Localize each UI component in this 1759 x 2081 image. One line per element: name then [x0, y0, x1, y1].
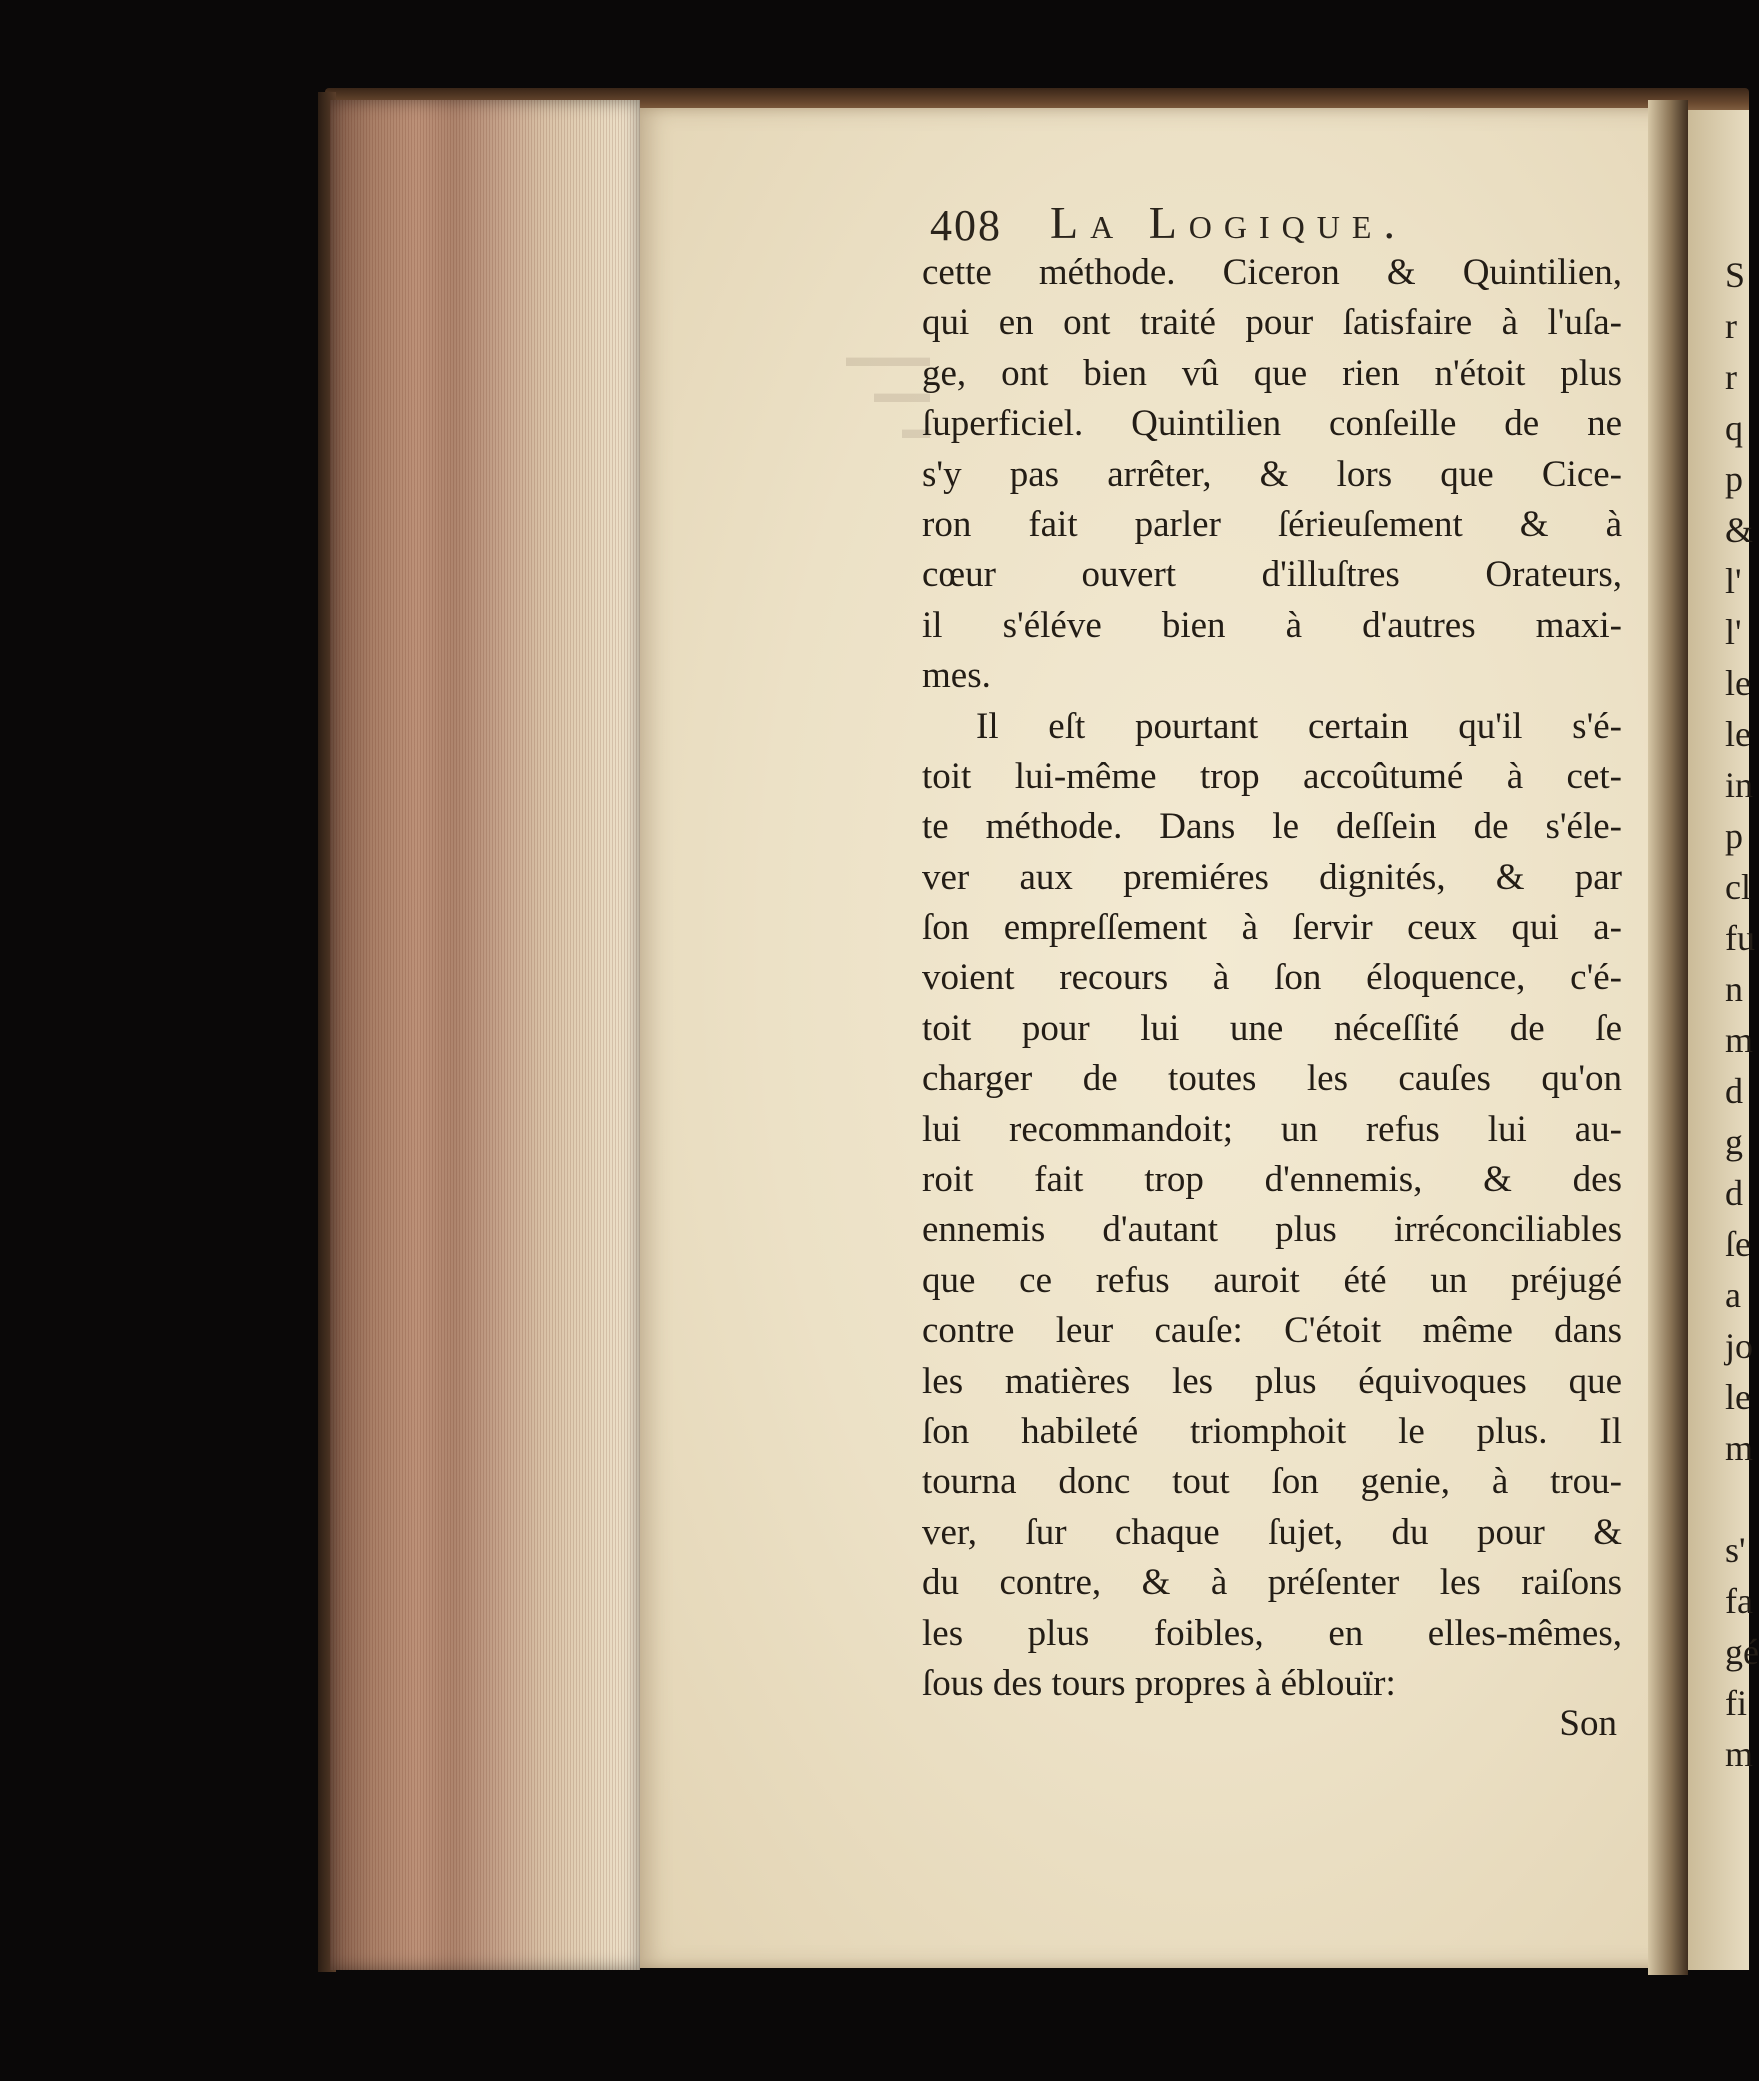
facing-page-fragment: jo — [1725, 1326, 1754, 1366]
facing-page-fragment: a — [1725, 1275, 1741, 1315]
catchword: Son — [1559, 1703, 1617, 1744]
facing-page-fragment: & — [1725, 510, 1754, 550]
facing-page-fragment: s' — [1725, 1530, 1746, 1570]
text-line: voient recours à ſon éloquence, c'é- — [922, 957, 1622, 999]
running-title: La Logique. — [1050, 197, 1407, 248]
text-line: mes. — [922, 655, 991, 697]
text-line: ſuperficiel. Quintilien conſeille de ne — [922, 403, 1622, 445]
facing-page-fragment: fi — [1725, 1683, 1747, 1723]
text-line: du contre, & à préſenter les raiſons — [922, 1562, 1622, 1604]
text-line: ron fait parler ſérieuſement & à — [922, 503, 1622, 545]
facing-page-fragment: m — [1725, 1428, 1754, 1468]
facing-page-fragment: m — [1725, 1020, 1754, 1060]
text-line: contre leur cauſe: C'étoit même dans — [922, 1310, 1622, 1352]
facing-page-fragment: cl — [1725, 867, 1751, 907]
facing-page-fragment: p — [1725, 459, 1743, 499]
page-body-text — [922, 248, 1622, 1709]
text-line: lui recommandoit; un refus lui au- — [922, 1108, 1622, 1150]
facing-page-fragment: ſe — [1725, 1224, 1751, 1264]
text-line: toit lui-même trop accoûtumé à cet- — [922, 755, 1622, 797]
text-line: tourna donc tout ſon genie, à trou- — [922, 1461, 1622, 1503]
facing-page-fragment: S — [1725, 255, 1746, 295]
facing-page-fragment — [1725, 1474, 1755, 1525]
facing-page-fragment: in — [1725, 765, 1754, 805]
facing-page-fragment: r — [1725, 306, 1737, 346]
text-line: que ce refus auroit été un préjugé — [922, 1259, 1622, 1301]
facing-page-fragment: d — [1725, 1071, 1743, 1111]
facing-page-fragment: l' — [1725, 612, 1742, 652]
facing-page-fragment: fu — [1725, 918, 1755, 958]
text-line: s'y pas arrêter, & lors que Cice- — [922, 453, 1622, 495]
facing-page-fragment: p — [1725, 816, 1743, 856]
text-line: te méthode. Dans le deſſein de s'éle- — [922, 806, 1622, 848]
text-line: qui en ont traité pour ſatisfaire à l'uſa- — [922, 302, 1622, 344]
facing-page-fragment: r — [1725, 357, 1737, 397]
text-line: toit pour lui une néceſſité de ſe — [922, 1007, 1622, 1049]
text-line: Il eſt pourtant certain qu'il s'é- — [976, 705, 1622, 747]
facing-page-fragment: q — [1725, 408, 1743, 448]
text-line: il s'éléve bien à d'autres maxi- — [922, 604, 1622, 646]
text-line: ſon empreſſement à ſervir ceux qui a- — [922, 907, 1622, 949]
facing-page-fragment: d — [1725, 1173, 1743, 1213]
facing-page-text-fragments — [1725, 250, 1759, 1780]
text-line: les plus foibles, en elles-mêmes, — [922, 1612, 1622, 1654]
book-gutter — [1648, 100, 1688, 1975]
text-line: ge, ont bien vû que rien n'étoit plus — [922, 352, 1622, 394]
facing-page-fragment: n — [1725, 969, 1743, 1009]
text-line: ver aux premiéres dignités, & par — [922, 856, 1622, 898]
text-line: ver, ſur chaque ſujet, du pour & — [922, 1511, 1622, 1553]
text-line: cœur ouvert d'illuſtres Orateurs, — [922, 554, 1622, 596]
text-line: ſon habileté triomphoit le plus. Il — [922, 1410, 1622, 1452]
facing-page-fragment: g — [1725, 1122, 1743, 1162]
facing-page-fragment: l' — [1725, 561, 1742, 601]
show-through-text: ▬▬▬ ▬▬ ▬ — [846, 342, 930, 445]
facing-page-fragment: m — [1725, 1734, 1754, 1774]
text-line: cette méthode. Ciceron & Quintilien, — [922, 252, 1622, 293]
page-number: 408 — [930, 201, 1002, 250]
facing-page-fragment: le — [1725, 1377, 1751, 1417]
text-line: les matières les plus équivoques que — [922, 1360, 1622, 1402]
facing-page-fragment: gé — [1725, 1632, 1759, 1672]
text-line: ennemis d'autant plus irréconciliables — [922, 1209, 1622, 1251]
text-line: ſous des tours propres à éblouïr: — [922, 1662, 1396, 1704]
page-edges — [330, 100, 640, 1970]
text-line: roit fait trop d'ennemis, & des — [922, 1159, 1622, 1201]
running-head — [930, 190, 1630, 250]
facing-page-fragment: le — [1725, 663, 1751, 703]
facing-page-fragment: le — [1725, 714, 1751, 754]
text-line: charger de toutes les cauſes qu'on — [922, 1058, 1622, 1100]
facing-page-fragment: fa — [1725, 1581, 1753, 1621]
